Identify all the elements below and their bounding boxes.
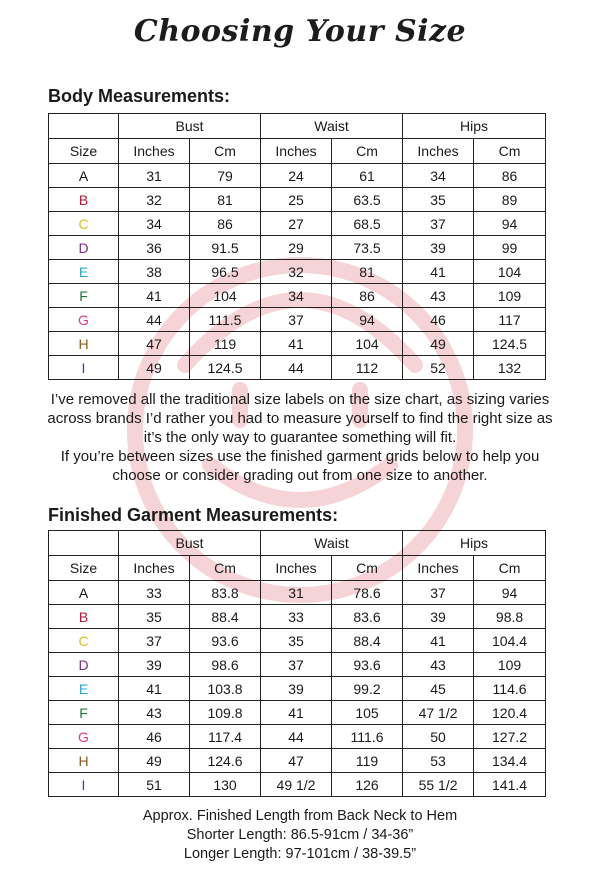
measurement-cell: 34 <box>403 164 474 188</box>
size-label: D <box>49 653 119 677</box>
body-measurements-table <box>48 113 546 380</box>
measurement-cell: 127.2 <box>474 725 546 749</box>
measurement-cell: 109.8 <box>190 701 261 725</box>
garment-measurements-heading: Finished Garment Measurements: <box>48 505 339 525</box>
table-row <box>49 605 546 629</box>
measurement-cell: 94 <box>474 581 546 605</box>
measurement-cell: 43 <box>403 653 474 677</box>
measurement-cell: 89 <box>474 188 546 212</box>
measurement-cell: 53 <box>403 749 474 773</box>
table-row <box>49 188 546 212</box>
group-header-hips: Hips <box>403 531 546 556</box>
measurement-cell: 43 <box>119 701 190 725</box>
measurement-cell: 94 <box>332 308 403 332</box>
size-label: I <box>49 773 119 797</box>
table-unit-header <box>49 139 546 164</box>
measurement-cell: 86 <box>332 284 403 308</box>
size-label: C <box>49 212 119 236</box>
measurement-cell: 117.4 <box>190 725 261 749</box>
measurement-cell: 120.4 <box>474 701 546 725</box>
measurement-cell: 27 <box>261 212 332 236</box>
measurement-cell: 29 <box>261 236 332 260</box>
measurement-cell: 37 <box>403 581 474 605</box>
measurement-cell: 104 <box>332 332 403 356</box>
table-row <box>49 164 546 188</box>
measurement-cell: 91.5 <box>190 236 261 260</box>
measurement-cell: 32 <box>261 260 332 284</box>
measurement-cell: 98.8 <box>474 605 546 629</box>
measurement-cell: 93.6 <box>190 629 261 653</box>
note-line: choose or consider grading out from one size to another. <box>112 467 488 484</box>
size-label: F <box>49 701 119 725</box>
group-header-bust: Bust <box>119 531 261 556</box>
body-measurements-heading: Body Measurements: <box>48 86 231 106</box>
measurement-cell: 111.6 <box>332 725 403 749</box>
length-line: Approx. Finished Length from Back Neck to Hem <box>142 808 458 824</box>
measurement-cell: 109 <box>474 284 546 308</box>
size-label: I <box>49 356 119 380</box>
measurement-cell: 25 <box>261 188 332 212</box>
measurement-cell: 35 <box>119 605 190 629</box>
measurement-cell: 50 <box>403 725 474 749</box>
size-label: G <box>49 308 119 332</box>
page-title: Choosing Your Size <box>133 14 467 49</box>
size-label: H <box>49 332 119 356</box>
table-row <box>49 284 546 308</box>
note-line: I’ve removed all the traditional size labels on the size chart, as sizing varies <box>50 391 550 408</box>
measurement-cell: 47 <box>119 332 190 356</box>
unit-header: Cm <box>332 556 403 581</box>
empty-header-cell <box>49 531 119 556</box>
measurement-cell: 34 <box>119 212 190 236</box>
empty-header-cell <box>49 114 119 139</box>
table-row <box>49 629 546 653</box>
table-row <box>49 260 546 284</box>
measurement-cell: 39 <box>403 605 474 629</box>
table-row <box>49 749 546 773</box>
measurement-cell: 112 <box>332 356 403 380</box>
length-line: Shorter Length: 86.5-91cm / 34-36” <box>186 827 414 843</box>
measurement-cell: 46 <box>119 725 190 749</box>
measurement-cell: 39 <box>261 677 332 701</box>
size-label: C <box>49 629 119 653</box>
measurement-cell: 88.4 <box>190 605 261 629</box>
measurement-cell: 49 <box>403 332 474 356</box>
group-header-waist: Waist <box>261 531 403 556</box>
measurement-cell: 104 <box>474 260 546 284</box>
measurement-cell: 39 <box>403 236 474 260</box>
measurement-cell: 124.5 <box>474 332 546 356</box>
sizing-note <box>0 390 600 485</box>
measurement-cell: 34 <box>261 284 332 308</box>
measurement-cell: 49 1/2 <box>261 773 332 797</box>
measurement-cell: 94 <box>474 212 546 236</box>
measurement-cell: 31 <box>119 164 190 188</box>
measurement-cell: 93.6 <box>332 653 403 677</box>
measurement-cell: 109 <box>474 653 546 677</box>
size-label: H <box>49 749 119 773</box>
table-row <box>49 212 546 236</box>
table-row <box>49 356 546 380</box>
measurement-cell: 41 <box>403 629 474 653</box>
measurement-cell: 35 <box>403 188 474 212</box>
measurement-cell: 124.6 <box>190 749 261 773</box>
measurement-cell: 41 <box>403 260 474 284</box>
measurement-cell: 119 <box>332 749 403 773</box>
measurement-cell: 98.6 <box>190 653 261 677</box>
measurement-cell: 37 <box>119 629 190 653</box>
measurement-cell: 41 <box>261 332 332 356</box>
table-row <box>49 236 546 260</box>
measurement-cell: 83.8 <box>190 581 261 605</box>
measurement-cell: 51 <box>119 773 190 797</box>
measurement-cell: 105 <box>332 701 403 725</box>
measurement-cell: 104 <box>190 284 261 308</box>
measurement-cell: 79 <box>190 164 261 188</box>
measurement-cell: 86 <box>474 164 546 188</box>
measurement-cell: 44 <box>261 356 332 380</box>
measurement-cell: 78.6 <box>332 581 403 605</box>
measurement-cell: 141.4 <box>474 773 546 797</box>
size-label: E <box>49 260 119 284</box>
measurement-cell: 126 <box>332 773 403 797</box>
measurement-cell: 36 <box>119 236 190 260</box>
measurement-cell: 63.5 <box>332 188 403 212</box>
length-line: Longer Length: 97-101cm / 38-39.5” <box>183 846 417 862</box>
measurement-cell: 103.8 <box>190 677 261 701</box>
size-label: G <box>49 725 119 749</box>
measurement-cell: 117 <box>474 308 546 332</box>
table-unit-header <box>49 556 546 581</box>
measurement-cell: 52 <box>403 356 474 380</box>
measurement-cell: 38 <box>119 260 190 284</box>
finished-length-note <box>0 807 600 864</box>
measurement-cell: 114.6 <box>474 677 546 701</box>
table-group-header <box>49 114 546 139</box>
unit-header: Inches <box>403 139 474 164</box>
measurement-cell: 130 <box>190 773 261 797</box>
note-line: across brands I’d rather you had to measure yourself to find the right size as <box>47 410 553 427</box>
measurement-cell: 104.4 <box>474 629 546 653</box>
unit-header: Inches <box>119 139 190 164</box>
table-row <box>49 581 546 605</box>
measurement-cell: 41 <box>119 284 190 308</box>
measurement-cell: 81 <box>190 188 261 212</box>
table-row <box>49 677 546 701</box>
note-line: If you’re between sizes use the finished garment grids below to help you <box>60 448 540 465</box>
measurement-cell: 49 <box>119 749 190 773</box>
measurement-cell: 44 <box>261 725 332 749</box>
measurement-cell: 96.5 <box>190 260 261 284</box>
note-line: it’s the only way to guarantee something will fit. <box>143 429 457 446</box>
measurement-cell: 132 <box>474 356 546 380</box>
group-header-hips: Hips <box>403 114 546 139</box>
table-row <box>49 701 546 725</box>
unit-header: Inches <box>119 556 190 581</box>
measurement-cell: 119 <box>190 332 261 356</box>
measurement-cell: 37 <box>261 653 332 677</box>
measurement-cell: 99.2 <box>332 677 403 701</box>
unit-header: Inches <box>261 556 332 581</box>
size-label: B <box>49 188 119 212</box>
measurement-cell: 43 <box>403 284 474 308</box>
measurement-cell: 86 <box>190 212 261 236</box>
measurement-cell: 33 <box>261 605 332 629</box>
measurement-cell: 68.5 <box>332 212 403 236</box>
size-column-header: Size <box>49 139 119 164</box>
measurement-cell: 31 <box>261 581 332 605</box>
measurement-cell: 33 <box>119 581 190 605</box>
measurement-cell: 46 <box>403 308 474 332</box>
measurement-cell: 47 1/2 <box>403 701 474 725</box>
unit-header: Cm <box>190 556 261 581</box>
measurement-cell: 73.5 <box>332 236 403 260</box>
measurement-cell: 81 <box>332 260 403 284</box>
table-row <box>49 725 546 749</box>
measurement-cell: 61 <box>332 164 403 188</box>
table-row <box>49 308 546 332</box>
size-label: B <box>49 605 119 629</box>
measurement-cell: 124.5 <box>190 356 261 380</box>
measurement-cell: 99 <box>474 236 546 260</box>
measurement-cell: 37 <box>261 308 332 332</box>
size-column-header: Size <box>49 556 119 581</box>
table-row <box>49 332 546 356</box>
size-label: D <box>49 236 119 260</box>
size-label: F <box>49 284 119 308</box>
size-label: A <box>49 164 119 188</box>
measurement-cell: 83.6 <box>332 605 403 629</box>
size-label: E <box>49 677 119 701</box>
unit-header: Inches <box>403 556 474 581</box>
measurement-cell: 47 <box>261 749 332 773</box>
group-header-waist: Waist <box>261 114 403 139</box>
measurement-cell: 49 <box>119 356 190 380</box>
unit-header: Cm <box>474 139 546 164</box>
garment-measurements-table <box>48 530 546 797</box>
measurement-cell: 41 <box>261 701 332 725</box>
measurement-cell: 37 <box>403 212 474 236</box>
measurement-cell: 44 <box>119 308 190 332</box>
table-row <box>49 653 546 677</box>
unit-header: Cm <box>332 139 403 164</box>
measurement-cell: 111.5 <box>190 308 261 332</box>
unit-header: Inches <box>261 139 332 164</box>
measurement-cell: 55 1/2 <box>403 773 474 797</box>
measurement-cell: 32 <box>119 188 190 212</box>
group-header-bust: Bust <box>119 114 261 139</box>
table-row <box>49 773 546 797</box>
measurement-cell: 35 <box>261 629 332 653</box>
measurement-cell: 24 <box>261 164 332 188</box>
measurement-cell: 134.4 <box>474 749 546 773</box>
measurement-cell: 88.4 <box>332 629 403 653</box>
measurement-cell: 45 <box>403 677 474 701</box>
table-group-header <box>49 531 546 556</box>
measurement-cell: 41 <box>119 677 190 701</box>
unit-header: Cm <box>474 556 546 581</box>
size-label: A <box>49 581 119 605</box>
unit-header: Cm <box>190 139 261 164</box>
measurement-cell: 39 <box>119 653 190 677</box>
